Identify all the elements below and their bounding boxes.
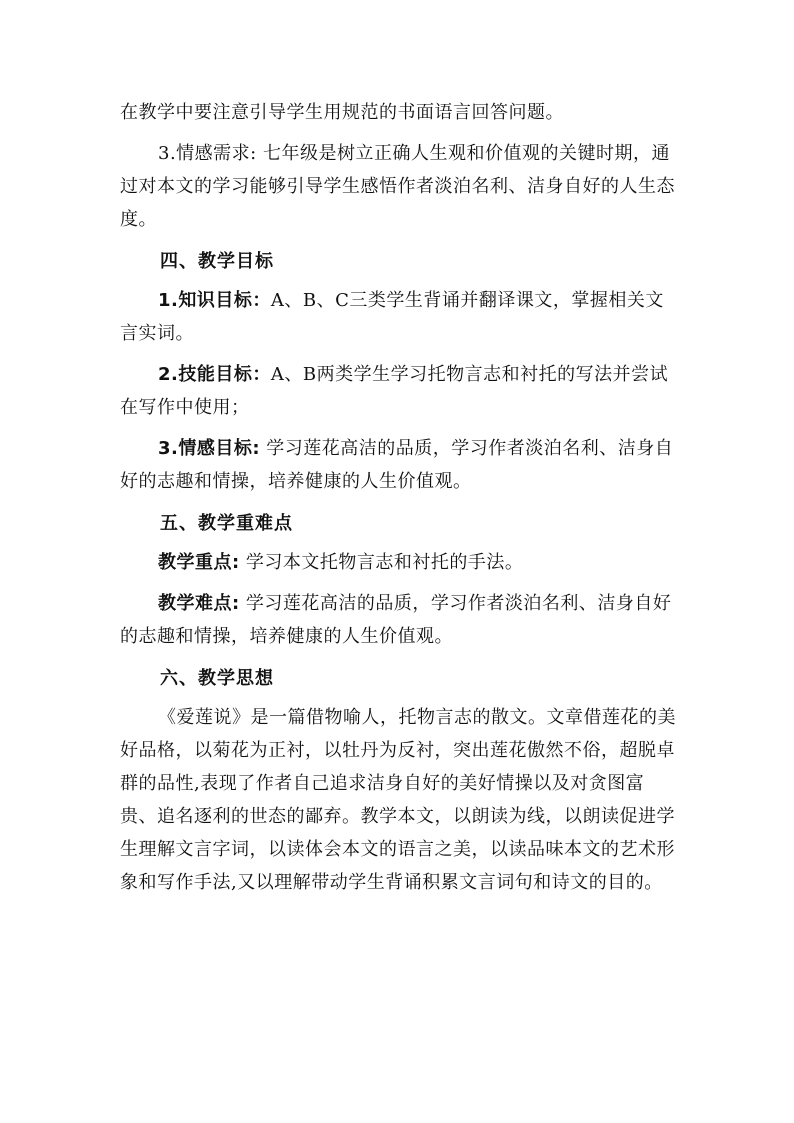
key-point [120,546,678,579]
paragraph-text: 在教学中要注意引导学生用规范的书面语言回答问题。 [120,102,564,123]
difficult-point-text: 学习莲花高洁的品质，学习作者淡泊名利、洁身自好的志趣和情操，培养健康的人生价值观。 [120,593,672,647]
goal-knowledge-text: A、B、C三类学生背诵并翻译课文，掌握相关文言实词。 [120,290,664,344]
section-heading-key-points: 五、教学重难点 [160,513,293,534]
difficult-point-label: 教学难点: [158,593,240,614]
goal-knowledge-label: 1.知识目标： [158,290,271,311]
goal-emotion-label: 3.情感目标: [158,438,261,459]
goal-emotion-text: 学习莲花高洁的品质，学习作者淡泊名利、洁身自好的志趣和情操，培养健康的人生价值观。 [120,438,674,492]
goal-skill [120,358,678,424]
emotion-need-label: 3.情感需求: [158,143,257,164]
teaching-thought-text: 《爱莲说》是一篇借物喻人，托物言志的散文。文章借莲花的美好品格，以菊花为正衬，以牡丹为反衬，突出莲花傲然不俗，超脱卓群的品性,表现了作者自己追求洁身自好的美好情操以及对贪图富贵、追名逐利的世态的鄙弃。教学本文，以朗读为线，以朗读促进学生理解文言字词，以读体会本文的语言之美，以读品味本文的艺术形象和写作手法,又以理解带动学生背诵积累文言词句和诗文的目的。 [120,707,676,893]
paragraph-emotion-need [120,137,678,236]
goal-skill-text: A、B两类学生学习托物言志和衬托的写法并尝试在写作中使用； [120,364,669,418]
teaching-thought-paragraph [120,701,678,899]
section-heading-goals: 四、教学目标 [160,251,274,272]
paragraph-continued [120,96,678,129]
goal-emotion [120,432,678,498]
goal-knowledge [120,284,678,350]
key-point-text: 学习本文托物言志和衬托的手法。 [239,552,524,573]
difficult-point [120,587,678,653]
section-heading-thought: 六、教学思想 [160,668,274,689]
emotion-need-text: 七年级是树立正确人生观和价值观的关键时期，通过对本文的学习能够引导学生感悟作者淡泊名利、洁身自好的人生态度。 [120,143,675,230]
key-point-label: 教学重点: [158,552,240,573]
goal-skill-label: 2.技能目标： [158,364,271,385]
